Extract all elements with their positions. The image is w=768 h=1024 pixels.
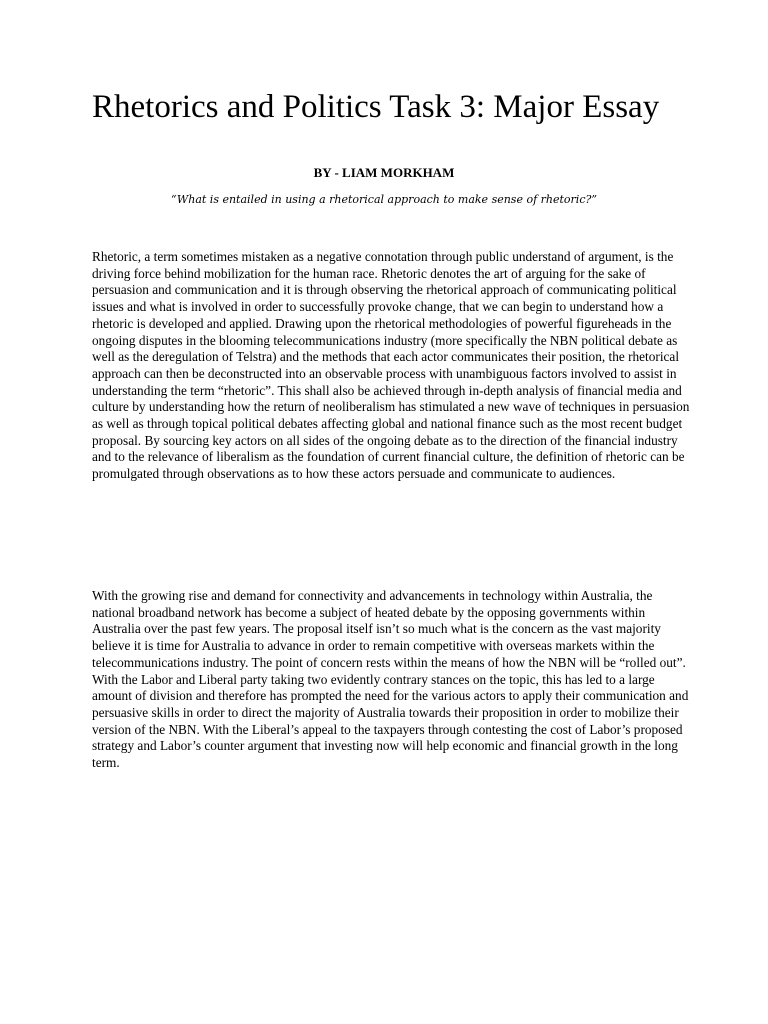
author-byline: BY - LIAM MORKHAM: [313, 165, 455, 180]
document-title: Rhetorics and Politics Task 3: Major Essay: [92, 89, 660, 125]
body-paragraph-2: With the growing rise and demand for connectivity and advancements in technology within Australia, the national broadband network has become a subject of heated debate by the opposing governments within Australia over the past few years. The proposal itself isn’t so much what is the concern as the vast majority believe it is time for Australia to advance in order to remain competitive with overseas markets within the telecommunications industry. The point of concern rests within the means of how the NBN will be “rolled out”. With the Labor and Liberal party taking two evidently contrary stances on the topic, this has led to a large amount of division and therefore has prompted the need for the various actors to apply their communication and persuasive skills in order to direct the majority of Australia towards their proposition in order to mobilize their version of the NBN. With the Liberal’s appeal to the taxpayers through contesting the cost of Labor’s proposed strategy and Labor’s counter argument that investing now will help economic and financial growth in the long term.: [92, 588, 689, 771]
body-paragraph-1: Rhetoric, a term sometimes mistaken as a negative connotation through public understand of argument, is the driving force behind mobilization for the human race. Rhetoric denotes the art of arguing for the sake of persuasion and communication and it is through observing the rhetorical approach of communicating political issues and what is involved in order to successfully provoke change, that we can begin to understand how a rhetoric is developed and applied. Drawing upon the rhetorical methodologies of powerful figureheads in the ongoing disputes in the blooming telecommunications industry (more specifically the NBN political debate as well as the deregulation of Telstra) and the methods that each actor communicates their position, the rhetorical approach can then be deconstructed into an observable process with unambiguous factors involved to assist in understanding the term “rhetoric”. This shall also be achieved through in-depth analysis of financial media and culture by understanding how the return of neoliberalism has stimulated a new wave of techniques in persuasion as well as through topical political debates affecting global and national finance such as the most recent budget proposal. By sourcing key actors on all sides of the ongoing debate as to the direction of the financial industry and to the relevance of liberalism as the foundation of current financial culture, the definition of rhetoric can be promulgated through observations as to how these actors persuade and communicate to audiences.: [92, 249, 690, 482]
essay-question: “What is entailed in using a rhetorical approach to make sense of rhetoric?”: [171, 193, 597, 206]
